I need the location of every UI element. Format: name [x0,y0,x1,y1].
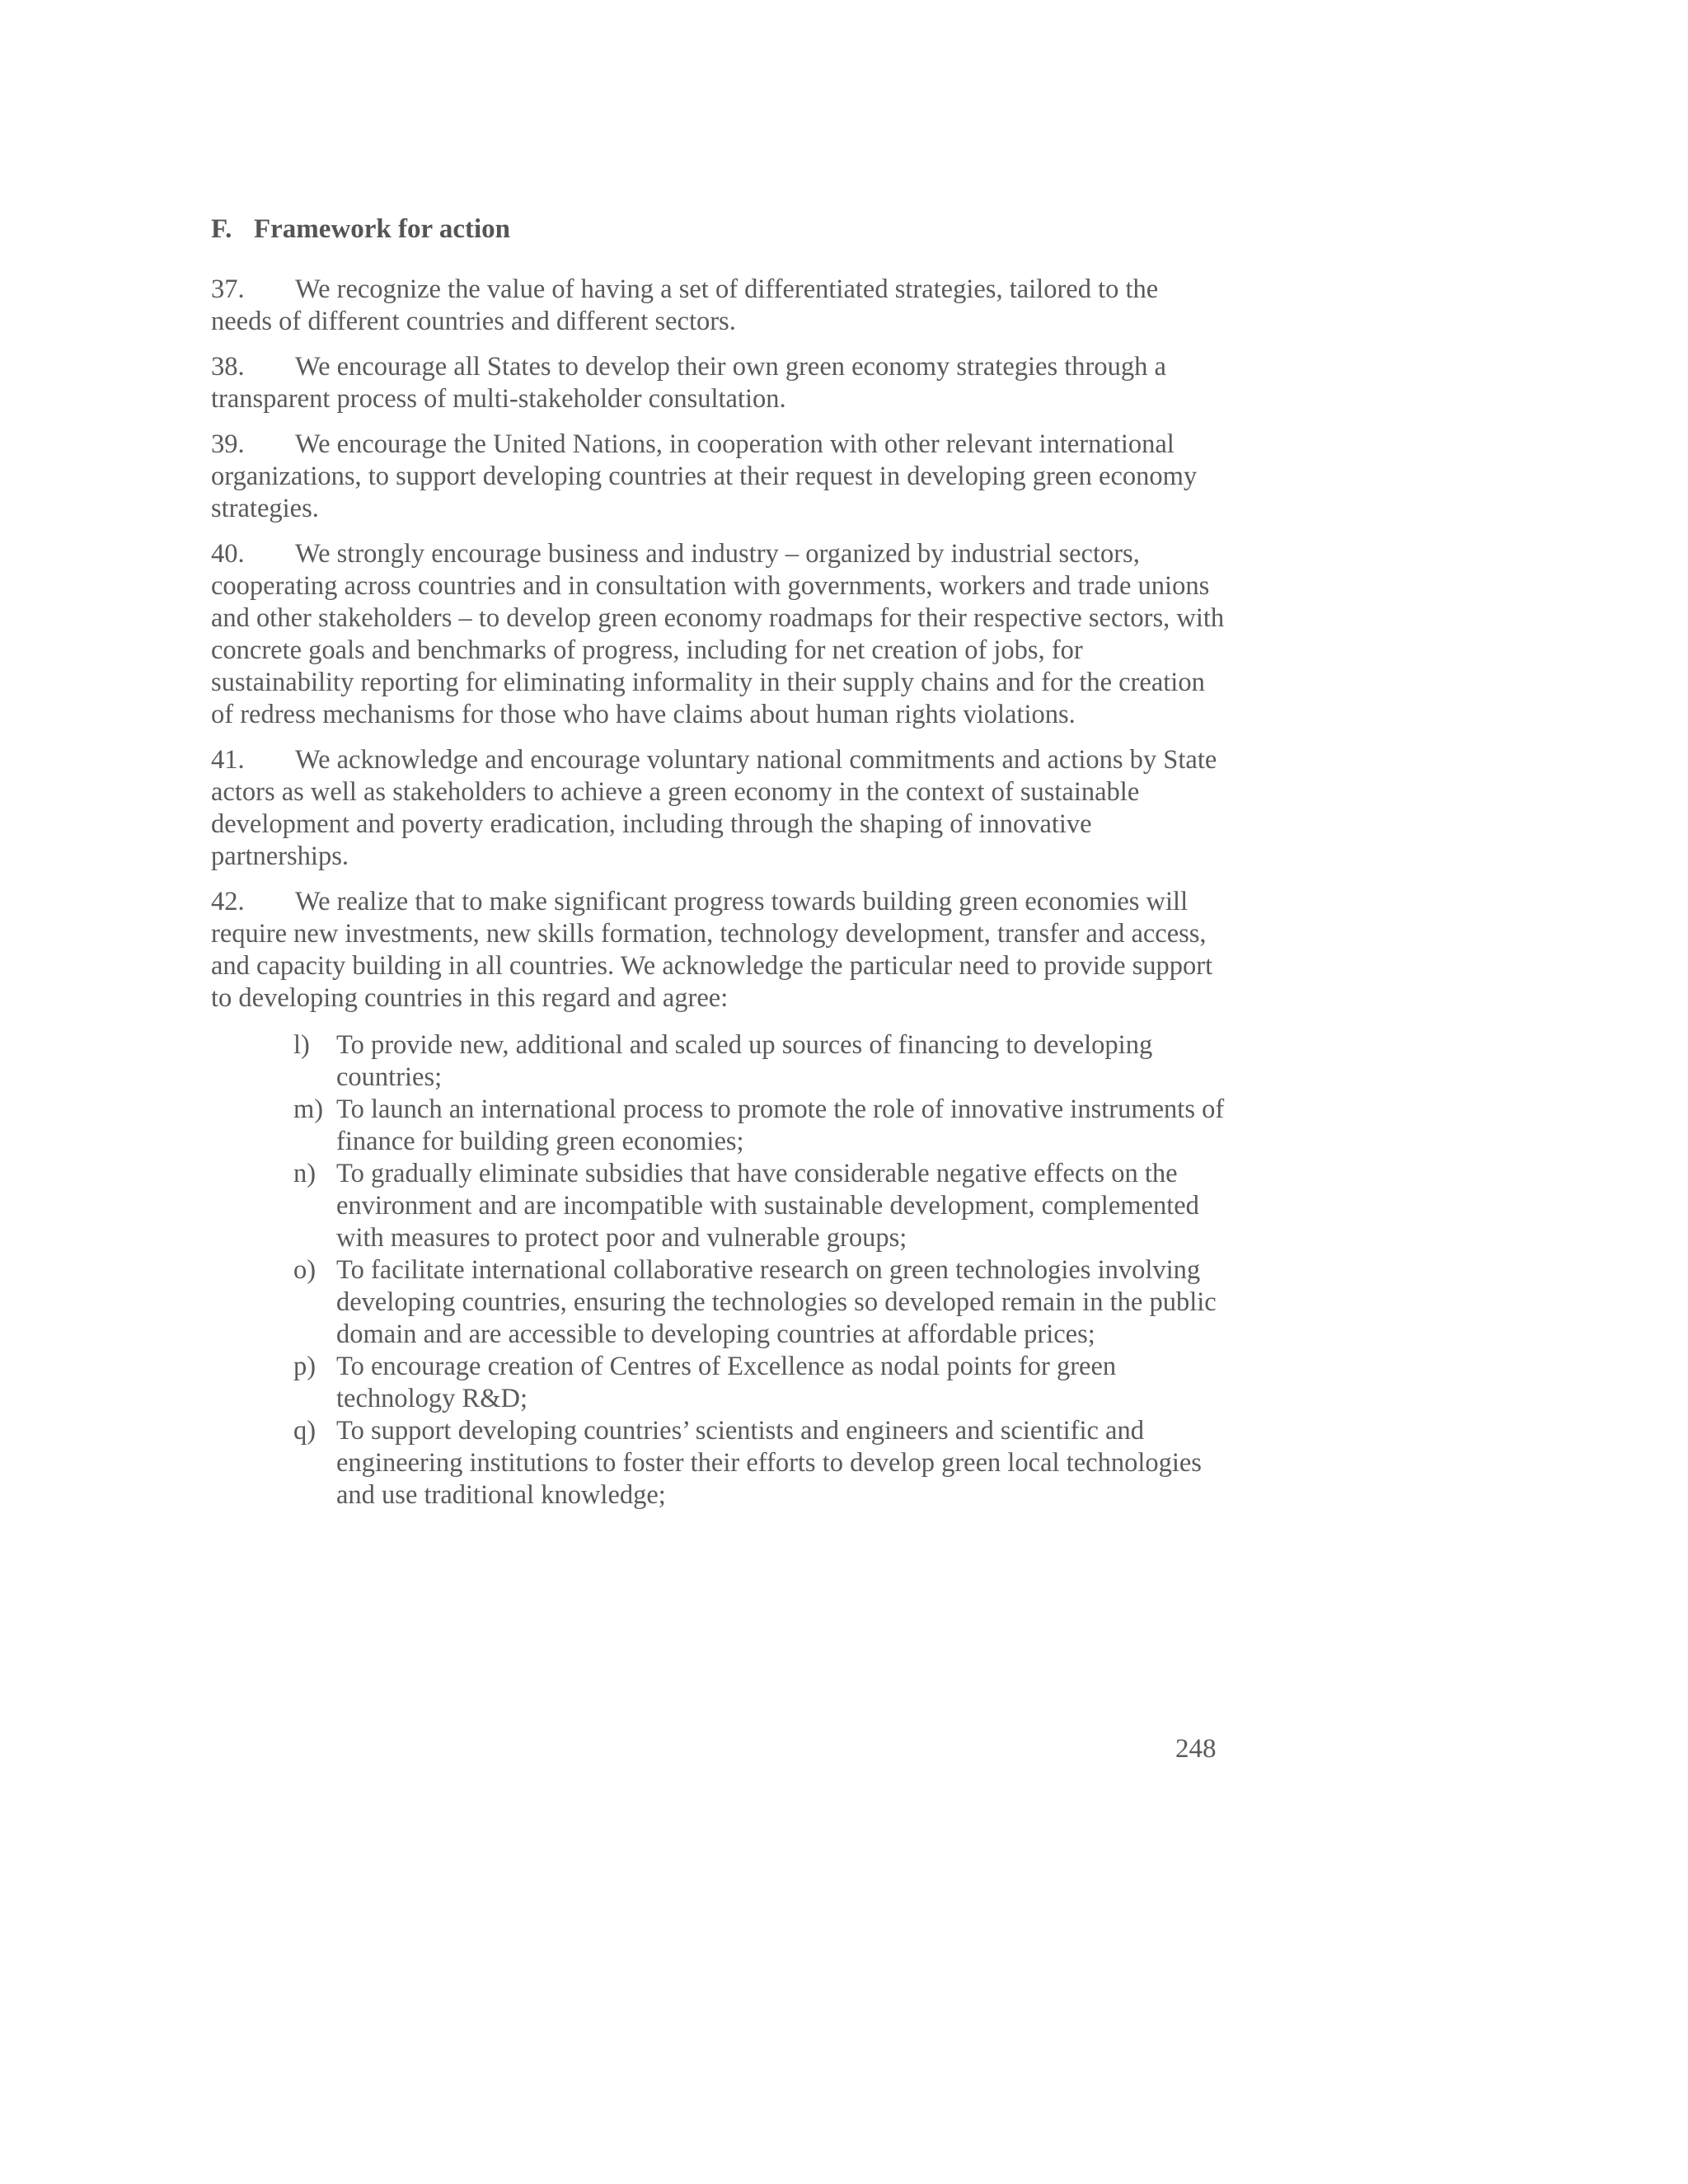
list-item [293,1029,1229,1094]
list-marker: l) [293,1030,310,1060]
section-letter: F. [211,214,232,244]
list-item [293,1415,1229,1511]
list-item-text: To support developing countries’ scientists and engineers and scientific and engineering institutions to foster their efforts to develop green local technologies and use traditional knowledge; [336,1416,1202,1510]
section-heading [211,213,1225,246]
list-item-text: To encourage creation of Centres of Excellence as nodal points for green technology R&D; [336,1352,1117,1413]
list-item [293,1158,1229,1254]
page-content [211,213,1225,1511]
list-marker: o) [293,1255,316,1285]
paragraph-text: We realize that to make significant progress towards building green economies will require new investments, new skills formation, technology development, transfer and access, and capacity building in all countries. We acknowledge the particular need to provide support to developing countries in this regard and agree: [211,887,1213,1013]
paragraph-number: 39. [211,429,245,459]
paragraph-number: 41. [211,745,245,775]
list-item-text: To provide new, additional and scaled up sources of financing to developing countries; [336,1030,1153,1092]
list-item-text: To gradually eliminate subsidies that have considerable negative effects on the environment and are incompatible with sustainable development, complemented with measures to protect poor and vulnerable groups; [336,1159,1199,1253]
agreement-list [293,1029,1229,1511]
paragraph-text: We recognize the value of having a set of differentiated strategies, tailored to the needs of different countries and different sectors. [211,274,1159,336]
paragraph-number: 42. [211,887,245,916]
page-number: 248 [1175,1734,1217,1764]
paragraph-number: 40. [211,539,245,569]
list-item [293,1094,1229,1158]
paragraph-number: 38. [211,352,245,382]
paragraph-37 [211,274,1225,338]
paragraph-38 [211,351,1225,415]
paragraph-text: We strongly encourage business and industry – organized by industrial sectors, cooperating across countries and in consultation with governments, workers and trade unions and other stakeholders – to develop green economy roadmaps for their respective sectors, with concrete goals and benchmarks of progress, including for net creation of jobs, for sustainability reporting for eliminating informality in their supply chains and for the creation of redress mechanisms for those who have claims about human rights violations. [211,539,1225,729]
list-marker: p) [293,1352,316,1381]
list-item [293,1254,1229,1351]
paragraph-text: We encourage the United Nations, in cooperation with other relevant international organizations, to support developing countries at their request in developing green economy strategies. [211,429,1198,523]
paragraph-39 [211,429,1225,525]
list-marker: q) [293,1416,316,1446]
paragraph-number: 37. [211,274,245,304]
paragraph-text: We encourage all States to develop their own green economy strategies through a transparent process of multi-stakeholder consultation. [211,352,1166,414]
paragraph-41 [211,744,1225,873]
paragraph-40 [211,538,1225,731]
list-marker: n) [293,1159,316,1188]
list-item-text: To launch an international process to promote the role of innovative instruments of finance for building green economies; [336,1094,1225,1156]
paragraph-42 [211,886,1225,1015]
paragraph-text: We acknowledge and encourage voluntary national commitments and actions by State actors as well as stakeholders to achieve a green economy in the context of sustainable development and poverty eradication, including through the shaping of innovative partnerships. [211,745,1217,871]
list-item-text: To facilitate international collaborative research on green technologies involving developing countries, ensuring the technologies so developed remain in the public domain and are accessible to developing countries at affordable prices; [336,1255,1217,1349]
list-item [293,1351,1229,1415]
list-marker: m) [293,1094,324,1124]
section-title: Framework for action [254,214,510,244]
